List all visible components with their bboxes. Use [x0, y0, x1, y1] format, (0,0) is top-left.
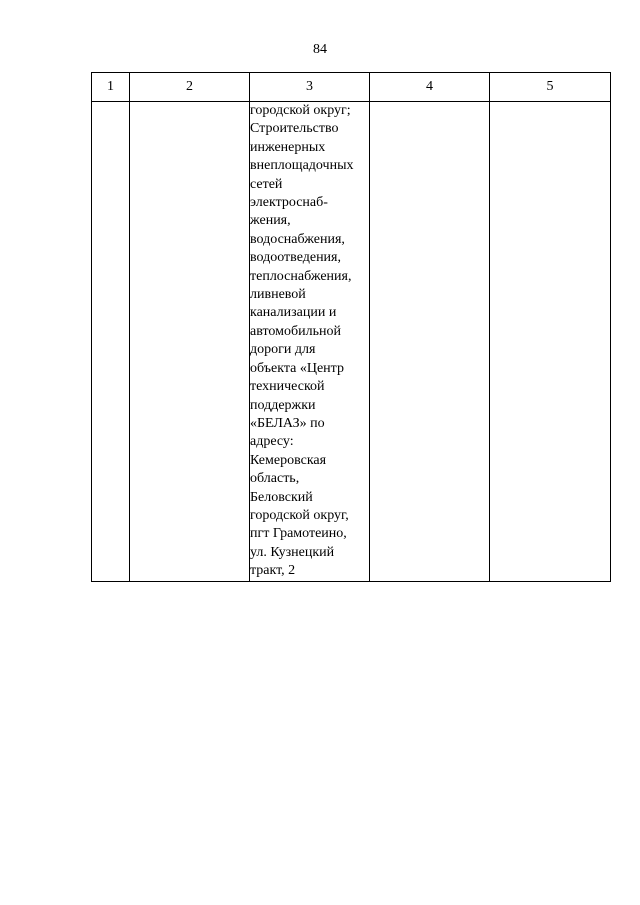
text-line: область, [250, 471, 300, 487]
text-line: Кемеровская [250, 452, 327, 468]
text-line: автомобильной [250, 323, 341, 339]
document-table [91, 72, 611, 582]
text-line: инженерных [250, 139, 326, 155]
text-line: поддержки [250, 397, 316, 413]
cell-col-2 [130, 102, 250, 582]
text-line: сетей [250, 176, 283, 192]
text-line: тракт, 2 [250, 563, 296, 579]
column-header-1: 1 [92, 73, 130, 102]
text-line: пгт Грамотеино, [250, 526, 347, 542]
column-header-4: 4 [370, 73, 490, 102]
text-line: водоотведения, [250, 250, 341, 266]
text-line: ул. Кузнецкий [250, 544, 335, 560]
page-number: 84 [313, 42, 327, 57]
text-line: «БЕЛАЗ» по [250, 415, 325, 431]
text-line: внеплощадочных [250, 158, 354, 174]
text-line: водоснабжения, [250, 231, 345, 247]
text-line: объекта «Центр [250, 360, 344, 376]
cell-col-1 [92, 102, 130, 582]
cell-col-5 [490, 102, 611, 582]
column-header-5: 5 [490, 73, 611, 102]
text-line: городской округ; [250, 103, 351, 118]
text-line: адресу: [250, 434, 294, 450]
text-line: технической [250, 379, 325, 395]
cell-col-3 [250, 102, 370, 582]
text-line: теплоснабжения, [250, 268, 352, 284]
text-line: ливневой [250, 287, 306, 303]
text-line: Беловский [250, 489, 313, 505]
text-line: жения, [250, 213, 291, 229]
table-row [92, 102, 611, 582]
text-line: канализации и [250, 305, 337, 321]
column-header-3: 3 [250, 73, 370, 102]
table-header-row [92, 73, 611, 102]
text-line: электроснаб- [250, 195, 328, 211]
cell-col-4 [370, 102, 490, 582]
text-line: дороги для [250, 342, 316, 358]
text-line: городской округ, [250, 507, 349, 523]
text-line: Строительство [250, 121, 339, 137]
column-header-2: 2 [130, 73, 250, 102]
